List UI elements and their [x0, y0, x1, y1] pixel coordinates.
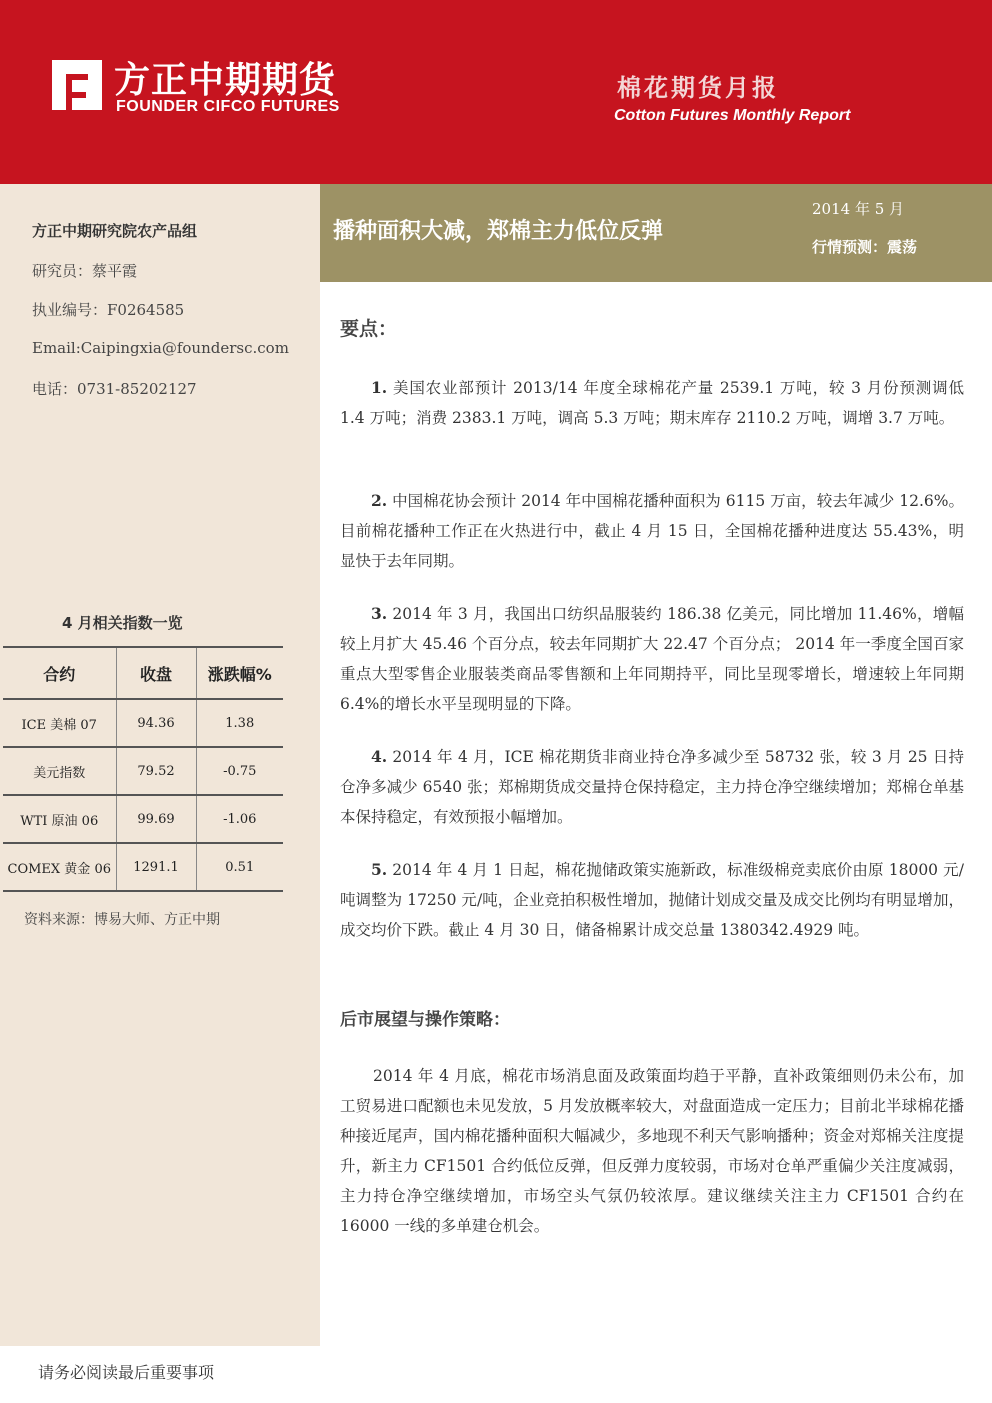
- table-source: 资料来源：博易大师、方正中期: [24, 912, 220, 928]
- report-title-cn: 棉花期货月报: [617, 73, 779, 102]
- point-number: 1.: [371, 378, 388, 397]
- analyst-license: 执业编号：F0264585: [32, 301, 185, 319]
- table-row: [3, 747, 283, 795]
- cell-contract: COMEX 黄金 06: [3, 843, 116, 891]
- outlook-paragraph: 2014 年 4 月底，棉花市场消息面及政策面均趋于平静，直补政策细则仍未公布，加工贸易进口配额也未见发放，5 月发放概率较大，对盘面造成一定压力；目前北半球棉花播种接近尾声，国内棉花播种面积大幅减少，多地现不利天气影响播种；资金对郑棉关注度提升，新主力 CF1501 合约低位反弹，但反弹力度较弱，市场对仓单严重偏少关注度减弱，主力持仓净空继续增加，市场空头气氛仍较浓厚。建议继续关注主力 CF1501 合约在 16000 一线的多单建仓机会。: [340, 1067, 964, 1235]
- analyst-org: 方正中期研究院农产品组: [32, 222, 198, 240]
- point-number: 4.: [371, 747, 388, 766]
- table-row: [3, 699, 283, 747]
- cell-close: 99.69: [116, 795, 196, 843]
- col-header-close: 收盘: [116, 647, 196, 699]
- point-text: 美国农业部预计 2013/14 年度全球棉花产量 2539.1 万吨，较 3 月份预测调低 1.4 万吨；消费 2383.1 万吨，调高 5.3 万吨；期末库存 2110.2 万吨，调增 3.7 万吨。: [340, 379, 964, 427]
- report-date: 2014 年 5 月: [812, 200, 905, 218]
- point-text: 中国棉花协会预计 2014 年中国棉花播种面积为 6115 万亩，较去年减少 12.6%。目前棉花播种工作正在火热进行中，截止 4 月 15 日，全国棉花播种进度达 55.43%，明显快于去年同期。: [340, 492, 964, 570]
- point-text: 2014 年 3 月，我国出口纺织品服装约 186.38 亿美元，同比增加 11.46%，增幅较上月扩大 45.46 个百分点，较去年同期扩大 22.47 个百分点； 2014 年一季度全国百家重点大型零售企业服装类商品零售额和上年同期持平，同比呈现零增长，增速较上年同期 6.4%的增长水平呈现明显的下降。: [340, 605, 964, 713]
- key-point-2: [340, 486, 964, 576]
- outlook-heading: 后市展望与操作策略：: [340, 1010, 510, 1030]
- col-header-contract: 合约: [3, 647, 116, 699]
- analyst-email: Email:Caipingxia@foundersc.com: [32, 339, 289, 357]
- brand-name-en: FOUNDER CIFCO FUTURES: [116, 98, 340, 115]
- key-point-1: [340, 373, 964, 433]
- cell-close: 94.36: [116, 699, 196, 747]
- footer-disclaimer: 请务必阅读最后重要事项: [38, 1363, 215, 1382]
- cell-change: 1.38: [225, 715, 255, 731]
- point-text: 2014 年 4 月，ICE 棉花期货非商业持仓净多减少至 58732 张，较 3 月 25 日持仓净多减少 6540 张；郑棉期货成交量持仓保持稳定，主力持仓净空继续增加；郑棉仓单基本保持稳定，有效预报小幅增加。: [340, 748, 964, 826]
- report-title-en: Cotton Futures Monthly Report: [614, 107, 851, 124]
- table-row: [3, 795, 283, 843]
- key-point-5: [340, 855, 964, 945]
- cell-close: 1291.1: [116, 843, 196, 891]
- cell-close: 79.52: [116, 747, 196, 795]
- point-number: 2.: [371, 491, 388, 510]
- index-table-title: 4 月相关指数一览: [62, 614, 183, 632]
- cell-change: -0.75: [223, 763, 257, 779]
- report-header: [0, 0, 992, 184]
- cell-contract: ICE 美棉 07: [3, 699, 116, 747]
- founder-logo-icon: [48, 56, 106, 114]
- table-row: [3, 843, 283, 891]
- key-points-heading: 要点：: [340, 318, 398, 340]
- analyst-phone: 电话：0731-85202127: [32, 380, 197, 398]
- point-text: 2014 年 4 月 1 日起，棉花抛储政策实施新政，标准级棉竞卖底价由原 18000 元/吨调整为 17250 元/吨，企业竞拍积极性增加，抛储计划成交量及成交比例均有明显增加，成交均价下跌。截止 4 月 30 日，储备棉累计成交总量 1380342.4929 吨。: [340, 861, 964, 939]
- page-title: 播种面积大减，郑棉主力低位反弹: [333, 219, 664, 244]
- analyst-name: 研究员：蔡平霞: [32, 262, 138, 280]
- table-header-row: [3, 647, 283, 699]
- cell-contract: 美元指数: [3, 747, 116, 795]
- cell-change: -1.06: [223, 811, 257, 827]
- market-forecast: 行情预测：震荡: [812, 238, 918, 256]
- key-point-3: [340, 599, 964, 719]
- col-header-change: 涨跌幅%: [207, 664, 272, 684]
- key-point-4: [340, 742, 964, 832]
- cell-contract: WTI 原油 06: [3, 795, 116, 843]
- point-number: 5.: [371, 860, 388, 879]
- brand-name-cn: 方正中期期货: [114, 60, 337, 101]
- index-table: [3, 646, 283, 892]
- cell-change: 0.51: [225, 859, 255, 875]
- point-number: 3.: [371, 604, 388, 623]
